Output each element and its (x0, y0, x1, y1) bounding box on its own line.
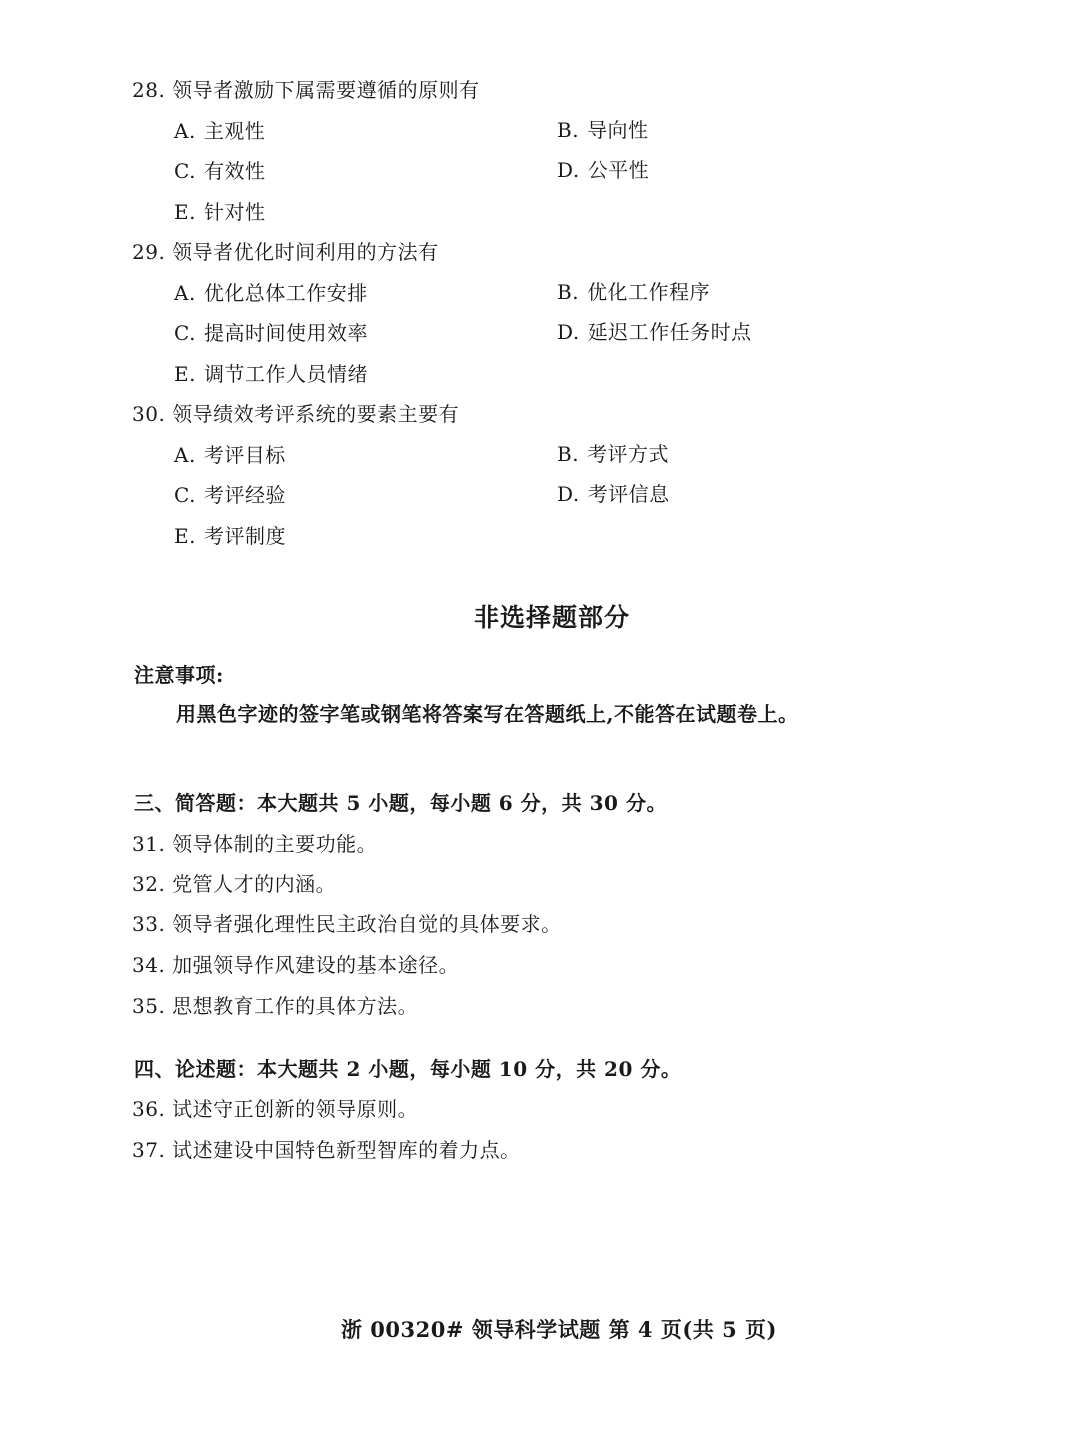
question-29 (132, 238, 439, 266)
question-text: 试述守正创新的领导原则。 (172, 1097, 419, 1121)
page-footer: 浙 00320# 领导科学试题 第 4 页(共 5 页) (341, 1317, 777, 1342)
question-number: 32. (132, 872, 166, 896)
option-30-b (557, 440, 669, 468)
question-number: 36. (132, 1097, 166, 1121)
question-text: 领导者强化理性民主政治自觉的具体要求。 (172, 912, 562, 936)
option-28-c (174, 157, 265, 185)
option-28-b (557, 116, 649, 144)
question-text: 加强领导作风建设的基本途径。 (172, 953, 460, 977)
notice-label: 注意事项: (134, 663, 224, 687)
option-text: 考评方式 (587, 442, 670, 466)
option-letter: C. (174, 159, 196, 183)
option-text: 有效性 (203, 159, 266, 183)
option-letter: C. (174, 321, 196, 345)
question-37 (132, 1136, 521, 1164)
option-text: 针对性 (203, 200, 266, 224)
option-letter: D. (557, 482, 580, 506)
option-text: 导向性 (587, 118, 649, 142)
option-letter: D. (557, 158, 580, 182)
option-28-e (174, 198, 265, 226)
option-letter: B. (557, 442, 580, 466)
option-letter: A. (174, 443, 196, 467)
option-29-b (557, 278, 710, 306)
question-31 (132, 830, 377, 858)
option-letter: C. (174, 483, 196, 507)
question-32 (132, 870, 336, 898)
question-text: 思想教育工作的具体方法。 (172, 994, 419, 1018)
option-text: 调节工作人员情绪 (203, 362, 368, 386)
option-letter: A. (174, 281, 196, 305)
option-29-d (557, 318, 752, 346)
non-choice-title: 非选择题部分 (474, 603, 631, 632)
question-number: 37. (132, 1138, 166, 1162)
question-text: 领导体制的主要功能。 (172, 832, 378, 856)
option-29-e (174, 360, 368, 388)
option-text: 公平性 (587, 158, 650, 182)
question-text: 试述建设中国特色新型智库的着力点。 (172, 1138, 521, 1162)
question-text: 领导者优化时间利用的方法有 (172, 240, 439, 264)
option-30-c (174, 481, 286, 509)
notice-text: 用黑色字迹的签字笔或钢笔将答案写在答题纸上,不能答在试题卷上。 (176, 702, 799, 726)
question-text: 领导者激励下属需要遵循的原则有 (172, 78, 480, 102)
question-text: 领导绩效考评系统的要素主要有 (172, 402, 460, 426)
option-28-a (174, 117, 265, 145)
question-number: 34. (132, 953, 166, 977)
option-text: 优化工作程序 (587, 280, 711, 304)
option-text: 提高时间使用效率 (203, 321, 368, 345)
question-number: 31. (132, 832, 166, 856)
section-4-heading: 四、论述题：本大题共 2 小题，每小题 10 分，共 20 分。 (134, 1057, 682, 1081)
option-text: 主观性 (203, 119, 266, 143)
option-letter: E. (174, 524, 196, 548)
option-30-d (557, 480, 670, 508)
question-35 (132, 992, 418, 1020)
question-text: 党管人才的内涵。 (172, 872, 337, 896)
option-text: 考评信息 (587, 482, 670, 506)
question-number: 28. (132, 78, 166, 102)
option-30-e (174, 522, 286, 550)
question-number: 29. (132, 240, 166, 264)
question-30 (132, 400, 459, 428)
question-number: 33. (132, 912, 166, 936)
option-text: 延迟工作任务时点 (587, 320, 752, 344)
option-letter: B. (557, 280, 580, 304)
question-number: 35. (132, 994, 166, 1018)
question-number: 30. (132, 402, 166, 426)
option-letter: E. (174, 200, 196, 224)
question-33 (132, 910, 562, 938)
question-34 (132, 951, 459, 979)
option-letter: B. (557, 118, 580, 142)
option-28-d (557, 156, 649, 184)
option-letter: D. (557, 320, 580, 344)
option-29-c (174, 319, 368, 347)
option-text: 优化总体工作安排 (203, 281, 368, 305)
option-text: 考评目标 (203, 443, 286, 467)
question-28 (132, 76, 480, 104)
option-letter: E. (174, 362, 196, 386)
option-letter: A. (174, 119, 196, 143)
option-29-a (174, 279, 368, 307)
question-36 (132, 1095, 418, 1123)
option-text: 考评经验 (203, 483, 286, 507)
section-3-heading: 三、简答题：本大题共 5 小题，每小题 6 分，共 30 分。 (134, 791, 667, 815)
option-text: 考评制度 (203, 524, 286, 548)
option-30-a (174, 441, 286, 469)
